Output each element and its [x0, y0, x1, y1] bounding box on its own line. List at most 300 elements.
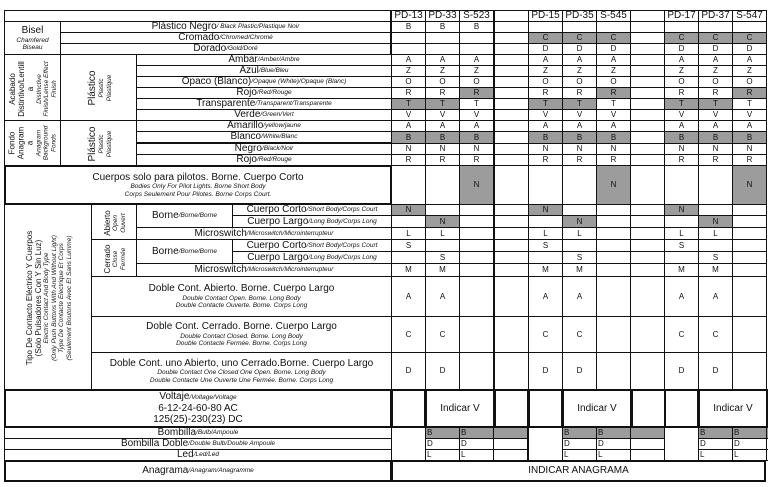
code-value: B	[576, 132, 583, 142]
row-main-label: Dorado	[193, 43, 227, 55]
code-value: V	[439, 110, 446, 120]
micro-main: Microswitch	[194, 264, 247, 276]
code-value: N	[712, 216, 719, 226]
code-value: D	[542, 44, 549, 54]
code-cell	[391, 316, 426, 353]
code-value: R	[712, 88, 719, 98]
code-value: N	[405, 144, 412, 154]
lamp-spacer	[391, 427, 426, 461]
doble-cerrado	[91, 316, 392, 353]
lamp-code: D	[734, 439, 740, 449]
material-sub-1: Plastic	[98, 78, 106, 98]
code-value: A	[473, 121, 480, 131]
code-value: L	[543, 228, 548, 238]
code-cell	[596, 263, 631, 277]
row-translation: /Blue/Bleu	[258, 67, 289, 75]
code-value: A	[405, 121, 412, 131]
code-value: T	[577, 99, 582, 109]
anagrama-value-text: INDICAR ANAGRAMA	[528, 465, 629, 477]
code-value: C	[712, 33, 719, 43]
code-cell	[732, 352, 767, 390]
lamp-code: L	[734, 450, 739, 460]
code-value: D	[712, 44, 719, 54]
code-value: N	[473, 144, 480, 154]
row-translation: /Red/Rouge	[256, 156, 292, 164]
bisel-sub-fr: Biseau	[22, 44, 43, 52]
acabado-title-2: Distintivo/Lentill	[17, 61, 27, 117]
code-cell	[698, 263, 733, 277]
row-main-label: Rojo	[236, 154, 257, 166]
code-value: A	[473, 55, 480, 65]
code-cell	[459, 316, 494, 353]
code-value: L	[713, 228, 718, 238]
code-value: R	[542, 88, 549, 98]
row-main-label: Opaco (Blanco)	[181, 76, 252, 88]
code-value: B	[439, 132, 446, 142]
lamp-code: B	[700, 428, 706, 438]
lamp-code: D	[461, 439, 467, 449]
row-main-label: Ámbar	[228, 54, 258, 66]
code-cell	[528, 165, 563, 205]
code-cell	[494, 263, 529, 277]
doble-en: Double Contact Closed. Borne. Long Body	[180, 332, 303, 340]
code-value: M	[405, 265, 412, 275]
code-cell	[664, 352, 699, 390]
lamp-code: L	[564, 450, 569, 460]
code-cell	[698, 276, 733, 317]
code-value: D	[542, 366, 549, 376]
code-value: A	[576, 55, 583, 65]
largo-main: Cuerpo Largo	[247, 215, 309, 227]
corto-main: Cuerpo Corto	[246, 239, 307, 251]
acabado-title-1: Acabado	[8, 73, 18, 105]
code-value: L	[406, 228, 411, 238]
code-value: L	[440, 228, 445, 238]
code-cell	[562, 276, 597, 317]
code-cell	[459, 165, 494, 205]
cerrado-microswitch	[136, 263, 392, 277]
code-value: A	[576, 121, 583, 131]
acabado-title-3: a	[26, 86, 36, 92]
code-cell	[391, 352, 426, 390]
abierto-borne	[136, 204, 233, 228]
lamp-code-cell	[732, 449, 767, 461]
code-value: T	[747, 99, 752, 109]
code-value: O	[439, 77, 446, 87]
lamp-code-cell	[562, 449, 597, 461]
code-value: R	[712, 155, 719, 165]
code-value: M	[576, 265, 583, 275]
row-translation: /Transparent/Transparente	[255, 100, 332, 108]
anagrama-label	[4, 460, 392, 482]
material-main: Plástico	[86, 70, 98, 106]
code-value: R	[610, 155, 617, 165]
code-value: S	[678, 240, 685, 250]
doble-main: Doble Cont. Cerrado. Borne. Cuerpo Largo	[146, 321, 337, 333]
contacto-sub-3: Type De Contacte Electrique Et Corps	[58, 243, 66, 353]
abierto-sub-1: Open	[112, 215, 120, 231]
anagrama-trans: /Anagram/Anagramme	[188, 467, 254, 475]
code-value: A	[542, 55, 549, 65]
code-value: V	[712, 110, 719, 120]
doble-mixto	[91, 352, 392, 390]
lamp-blank-cell	[493, 449, 528, 461]
code-value: T	[406, 99, 411, 109]
lamp-code-cell	[698, 449, 733, 461]
doble-fr: Double Contacte Fermée. Borne. Corps Long	[176, 340, 307, 348]
code-value: S	[439, 252, 446, 262]
fondo-material	[60, 120, 137, 166]
code-value: A	[439, 121, 446, 131]
code-value: T	[440, 99, 445, 109]
lamp-code: L	[427, 450, 432, 460]
code-value: M	[439, 265, 446, 275]
column-header-text: PD-13	[394, 10, 423, 22]
row-translation: /yellow/jaune	[263, 122, 301, 130]
micro-trans: /Microswitch/Microinterrupteur	[246, 229, 334, 237]
row-main-label: Negro	[234, 143, 262, 155]
largo-trans: /Long Body/Corps Long	[308, 217, 377, 225]
cerrado-sub-2: Fermée	[119, 247, 127, 271]
lamp-code: D	[427, 439, 433, 449]
code-cell	[732, 165, 767, 205]
cerrado-main: Cerrado	[102, 244, 112, 274]
code-cell	[664, 263, 699, 277]
fondo-label	[4, 120, 61, 166]
acabado-sub-3: Finish	[50, 80, 58, 98]
code-value: B	[405, 132, 412, 142]
code-value: V	[405, 110, 412, 120]
code-value: A	[542, 121, 549, 131]
code-value: A	[576, 291, 583, 301]
code-value: N	[542, 205, 549, 215]
code-value: D	[746, 44, 753, 54]
fondo-row-3	[136, 154, 392, 166]
voltaje-spacer	[631, 389, 666, 428]
code-value: Z	[543, 66, 548, 76]
code-value: A	[712, 121, 719, 131]
code-value: T	[543, 99, 548, 109]
code-value: A	[405, 291, 412, 301]
code-cell	[425, 276, 460, 317]
code-value: A	[678, 121, 685, 131]
code-cell	[664, 276, 699, 317]
lamp-code: L	[461, 450, 466, 460]
code-value: C	[678, 33, 685, 43]
column-header-text: S-547	[736, 10, 763, 22]
row-translation: /Amber/Ambre	[257, 56, 300, 64]
pilotos-fr: Corps Seulement Pour Pilotes. Borne Corps Court.	[124, 190, 272, 198]
lamp-main: Led	[177, 449, 194, 461]
code-value: B	[439, 22, 446, 32]
doble-en: Double Contact Open. Borne. Long Body	[182, 294, 301, 302]
material-main: Plástico	[86, 126, 98, 162]
borne-trans: /Borne/Borne	[178, 247, 217, 255]
code-value: B	[405, 22, 412, 32]
lamp-code: B	[598, 428, 604, 438]
code-value: Z	[611, 66, 616, 76]
row-translation: /Opaque (White)/Opaque (Blanc)	[251, 78, 347, 86]
code-cell	[596, 316, 631, 353]
material-sub-2: Plastique	[105, 74, 113, 102]
code-cell	[494, 165, 529, 205]
code-value: D	[405, 366, 412, 376]
code-cell	[494, 316, 529, 353]
code-value: C	[576, 33, 583, 43]
code-value: A	[678, 55, 685, 65]
row-main-label: Plástico Negro	[151, 21, 217, 33]
code-value: R	[405, 155, 412, 165]
code-cell	[664, 165, 699, 205]
doble-en: Double Contact One Closed One Open. Borne. Long Body	[157, 369, 326, 377]
code-value: C	[439, 329, 446, 339]
code-value: N	[439, 216, 446, 226]
cerrado-borne	[136, 239, 233, 264]
code-value: S	[712, 252, 719, 262]
voltaje-trans: /Voltage/Voltage	[189, 394, 237, 402]
lamp-trans: /Led/Led	[193, 451, 219, 459]
column-header-text: PD-17	[667, 10, 696, 22]
code-value: N	[473, 180, 480, 190]
code-value: Z	[406, 66, 411, 76]
code-cell	[528, 352, 563, 390]
code-value: N	[576, 144, 583, 154]
code-value: L	[577, 228, 582, 238]
voltaje-label	[4, 389, 392, 428]
code-value: N	[746, 144, 753, 154]
code-value: A	[678, 291, 685, 301]
pilotos-main: Cuerpos solo para pilotos. Borne. Cuerpo Corto	[92, 171, 304, 183]
bisel-sub-en: Chamfered	[16, 36, 49, 44]
code-cell	[391, 263, 426, 277]
row-translation: /White/Blanc	[261, 133, 298, 141]
code-value: B	[678, 132, 685, 142]
code-value: A	[746, 121, 753, 131]
code-cell	[459, 352, 494, 390]
lamp-code: D	[564, 439, 570, 449]
voltaje-ac: 6-12-24-60-80 AC	[158, 402, 238, 414]
code-value: C	[542, 329, 549, 339]
voltaje-indicar	[698, 389, 768, 428]
code-value: O	[576, 77, 583, 87]
code-value: M	[678, 265, 685, 275]
fondo-title-1: Fondo	[7, 131, 17, 155]
row-main-label: Rojo	[236, 87, 257, 99]
code-value: R	[576, 155, 583, 165]
code-value: N	[678, 205, 685, 215]
code-value: O	[542, 77, 549, 87]
code-value: V	[610, 110, 617, 120]
voltaje-main: Voltaje	[159, 391, 190, 403]
micro-trans: /Microswitch/Microinterrupteur	[246, 266, 334, 274]
code-value: V	[678, 110, 685, 120]
column-header-text: PD-33	[428, 10, 457, 22]
code-value: B	[610, 132, 617, 142]
code-value: D	[576, 44, 583, 54]
column-header-text: PD-15	[531, 10, 560, 22]
code-cell	[528, 316, 563, 353]
code-value: A	[712, 55, 719, 65]
code-cell	[562, 316, 597, 353]
code-cell	[698, 352, 733, 390]
code-value: O	[473, 77, 480, 87]
contacto-sub-1: Electric Contact And Body Type	[43, 252, 51, 344]
code-value: V	[542, 110, 549, 120]
column-header-text: PD-37	[701, 10, 730, 22]
code-cell	[596, 352, 631, 390]
lamp-spacer	[664, 427, 699, 461]
code-value: O	[712, 77, 719, 87]
corto-trans: /Short Body/Corps Court	[306, 206, 378, 214]
code-value: R	[678, 155, 685, 165]
lamp-trans: /Bulb/Ampoule	[196, 429, 239, 437]
code-value: C	[405, 329, 412, 339]
largo-trans: /Long Body/Corps Long	[308, 253, 377, 261]
voltaje-spacer	[391, 389, 426, 428]
code-value: O	[746, 77, 753, 87]
row-main-label: Transparente	[196, 98, 256, 110]
code-cell	[459, 276, 494, 317]
lamp-code-cell	[459, 449, 494, 461]
code-value: V	[473, 110, 480, 120]
code-value: Z	[474, 66, 479, 76]
anagrama-value	[391, 460, 766, 482]
code-cell	[732, 316, 767, 353]
voltaje-indicar	[562, 389, 632, 428]
code-cell	[425, 316, 460, 353]
row-main-label: Verde	[234, 109, 261, 121]
code-cell	[698, 316, 733, 353]
doble-main: Doble Cont. Abierto. Borne. Cuerpo Largo	[148, 283, 335, 295]
contacto-title-2: (Solo Pulsadores Con Y Sin Luz)	[34, 239, 44, 357]
code-cell	[562, 165, 597, 205]
acabado-material	[60, 54, 137, 121]
code-value: A	[542, 291, 549, 301]
code-value: N	[610, 180, 617, 190]
lamp-code-cell	[596, 449, 631, 461]
code-value: B	[473, 132, 480, 142]
doble-main: Doble Cont. uno Abierto, uno Cerrado.Borne. Cuerpo Largo	[109, 357, 374, 369]
material-sub-2: Plastique	[105, 130, 113, 158]
code-value: N	[576, 216, 583, 226]
code-value: Z	[713, 66, 718, 76]
code-value: N	[746, 180, 753, 190]
code-value: C	[712, 329, 719, 339]
column-header-text: S-545	[600, 10, 627, 22]
voltaje-spacer	[528, 389, 563, 428]
bisel-label	[4, 21, 61, 56]
code-value: D	[678, 44, 685, 54]
code-value: R	[439, 155, 446, 165]
code-value: O	[610, 77, 617, 87]
doble-fr: Double Contacte Ouverte. Borne. Corps Long	[175, 302, 308, 310]
row-main-label: Amarillo	[227, 120, 264, 132]
lamp-main: Bombilla	[157, 427, 197, 439]
code-value: D	[712, 366, 719, 376]
fondo-row-1	[136, 131, 392, 143]
code-cell	[596, 276, 631, 317]
code-value: A	[746, 55, 753, 65]
code-value: N	[712, 144, 719, 154]
code-cell	[425, 352, 460, 390]
code-value: D	[610, 44, 617, 54]
bisel-title: Bisel	[21, 25, 44, 37]
code-value: D	[678, 366, 685, 376]
code-cell	[459, 263, 494, 277]
fondo-title-3: a	[25, 140, 35, 146]
contacto-label	[4, 204, 92, 390]
code-value: T	[679, 99, 684, 109]
code-cell	[630, 165, 665, 205]
anagrama-main: Anagrama	[142, 465, 189, 477]
contacto-sub-2: (Only Push Buttons With And Without Light)	[50, 235, 58, 361]
doble-abierto	[91, 276, 392, 317]
lamp-code: L	[700, 450, 705, 460]
code-value: N	[542, 144, 549, 154]
lamp-trans: /Double Bulb/Double Ampoule	[188, 440, 276, 448]
lamp-code: B	[427, 428, 433, 438]
voltaje-dc: 125(25)-230(23) DC	[153, 414, 243, 426]
code-value: A	[439, 55, 446, 65]
lamp-code: D	[598, 439, 604, 449]
code-value: M	[542, 265, 549, 275]
fondo-title-2: Anagram	[16, 126, 26, 160]
code-cell	[664, 316, 699, 353]
pilotos-row-label	[4, 165, 392, 205]
code-value: A	[712, 291, 719, 301]
code-value: C	[542, 33, 549, 43]
material-sub-1: Plastic	[98, 134, 106, 154]
indicar-v-text: Indicar V	[713, 402, 753, 414]
row-translation: /Green/Vert	[260, 111, 294, 119]
code-value: R	[542, 155, 549, 165]
lamp-blank-cell	[630, 449, 665, 461]
code-value: N	[678, 144, 685, 154]
code-cell	[528, 263, 563, 277]
row-translation: /Black/Noir	[261, 145, 294, 153]
indicar-v-text: Indicar V	[577, 402, 617, 414]
abierto-main: Abierto	[102, 210, 112, 236]
code-value: R	[473, 88, 480, 98]
lamp-code: L	[598, 450, 603, 460]
code-value: A	[439, 291, 446, 301]
row-main-label: Blanco	[230, 131, 262, 143]
corto-trans: /Short Body/Corps Court	[306, 241, 378, 249]
borne-trans: /Borne/Borne	[178, 212, 217, 220]
lamp-code: B	[564, 428, 570, 438]
lamp-code: B	[734, 428, 740, 438]
micro-main: Microswitch	[194, 227, 247, 239]
lamp-code: B	[461, 428, 467, 438]
code-value: N	[405, 205, 412, 215]
code-value: Z	[577, 66, 582, 76]
code-value: R	[576, 88, 583, 98]
code-cell	[391, 165, 426, 205]
row-translation: /Gold/Doré	[226, 45, 258, 53]
code-cell	[596, 165, 631, 205]
code-value: S	[405, 240, 412, 250]
code-value: Z	[747, 66, 752, 76]
abierto-label	[91, 204, 137, 240]
acabado-sub-1: Distinctive	[35, 74, 43, 104]
code-cell	[528, 276, 563, 317]
code-value: B	[746, 132, 753, 142]
cerrado-sub-1: Close	[112, 250, 120, 268]
code-cell	[630, 316, 665, 353]
column-header-text: PD-35	[565, 10, 594, 22]
code-value: O	[405, 77, 412, 87]
code-value: T	[611, 99, 616, 109]
